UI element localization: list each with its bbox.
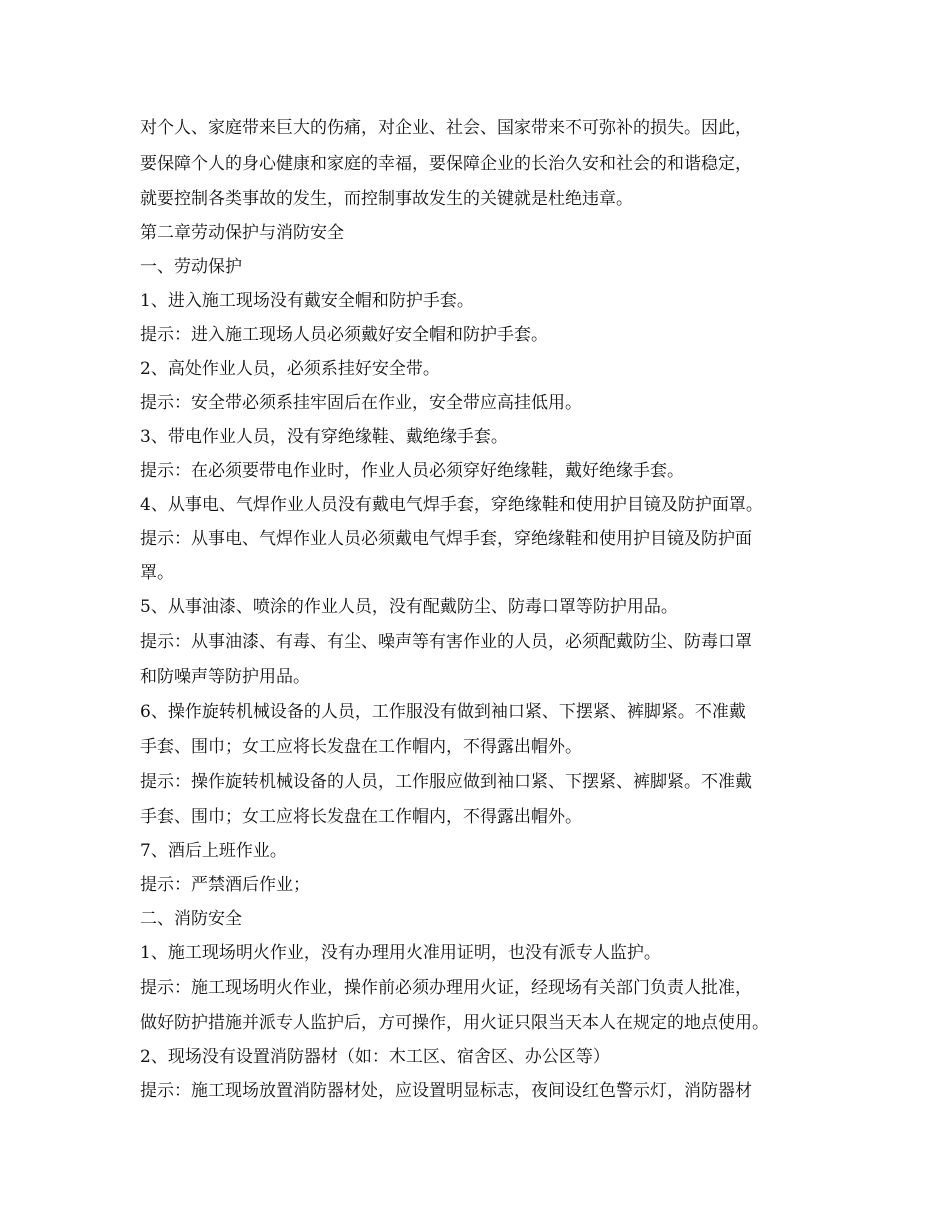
tip-line-continued: 罩。 bbox=[140, 563, 174, 583]
chapter-heading: 第二章劳动保护与消防安全 bbox=[140, 223, 344, 243]
section-heading: 一、劳动保护 bbox=[140, 257, 242, 277]
list-item: 2、高处作业人员，必须系挂好安全带。 bbox=[140, 359, 440, 379]
document-body bbox=[140, 110, 820, 1108]
section-heading: 二、消防安全 bbox=[140, 909, 242, 929]
tip-line-continued: 和防噪声等防护用品。 bbox=[140, 667, 310, 687]
tip-line: 提示：从事电、气焊作业人员必须戴电气焊手套，穿绝缘鞋和使用护目镜及防护面 bbox=[140, 529, 752, 549]
tip-line: 提示：施工现场放置消防器材处，应设置明显标志，夜间设红色警示灯，消防器材 bbox=[140, 1081, 752, 1101]
tip-line-continued: 做好防护措施并派专人监护后，方可操作，用火证只限当天本人在规定的地点使用。 bbox=[140, 1013, 769, 1033]
tip-line: 提示：施工现场明火作业，操作前必须办理用火证，经现场有关部门负责人批准， bbox=[140, 978, 752, 998]
tip-line: 提示：从事油漆、有毒、有尘、噪声等有害作业的人员，必须配戴防尘、防毒口罩 bbox=[140, 632, 752, 652]
paragraph-line: 就要控制各类事故的发生，而控制事故发生的关键就是杜绝违章。 bbox=[140, 189, 633, 209]
list-item-continued: 手套、围巾；女工应将长发盘在工作帽内，不得露出帽外。 bbox=[140, 737, 582, 757]
list-item: 2、现场没有设置消防器材（如：木工区、宿舍区、办公区等） bbox=[140, 1047, 610, 1067]
tip-line: 提示：严禁酒后作业； bbox=[140, 875, 310, 895]
tip-line: 提示：在必须要带电作业时，作业人员必须穿好绝缘鞋，戴好绝缘手套。 bbox=[140, 461, 684, 481]
list-item: 1、进入施工现场没有戴安全帽和防护手套。 bbox=[140, 291, 474, 311]
tip-line-continued: 手套、围巾；女工应将长发盘在工作帽内，不得露出帽外。 bbox=[140, 807, 582, 827]
paragraph-line: 对个人、家庭带来巨大的伤痛，对企业、社会、国家带来不可弥补的损失。因此， bbox=[140, 118, 752, 138]
list-item: 4、从事电、气焊作业人员没有戴电气焊手套，穿绝缘鞋和使用护目镜及防护面罩。 bbox=[140, 495, 763, 515]
tip-line: 提示：安全带必须系挂牢固后在作业，安全带应高挂低用。 bbox=[140, 393, 582, 413]
list-item: 1、施工现场明火作业，没有办理用火准用证明，也没有派专人监护。 bbox=[140, 943, 661, 963]
list-item: 7、酒后上班作业。 bbox=[140, 841, 287, 861]
list-item: 6、操作旋转机械设备的人员，工作服没有做到袖口紧、下摆紧、裤脚紧。不准戴 bbox=[140, 702, 746, 722]
list-item: 3、带电作业人员，没有穿绝缘鞋、戴绝缘手套。 bbox=[140, 427, 508, 447]
tip-line: 提示：操作旋转机械设备的人员，工作服应做到袖口紧、下摆紧、裤脚紧。不准戴 bbox=[140, 772, 752, 792]
list-item: 5、从事油漆、喷涂的作业人员，没有配戴防尘、防毒口罩等防护用品。 bbox=[140, 597, 678, 617]
tip-line: 提示：进入施工现场人员必须戴好安全帽和防护手套。 bbox=[140, 325, 548, 345]
paragraph-line: 要保障个人的身心健康和家庭的幸福，要保障企业的长治久安和社会的和谐稳定， bbox=[140, 154, 752, 174]
